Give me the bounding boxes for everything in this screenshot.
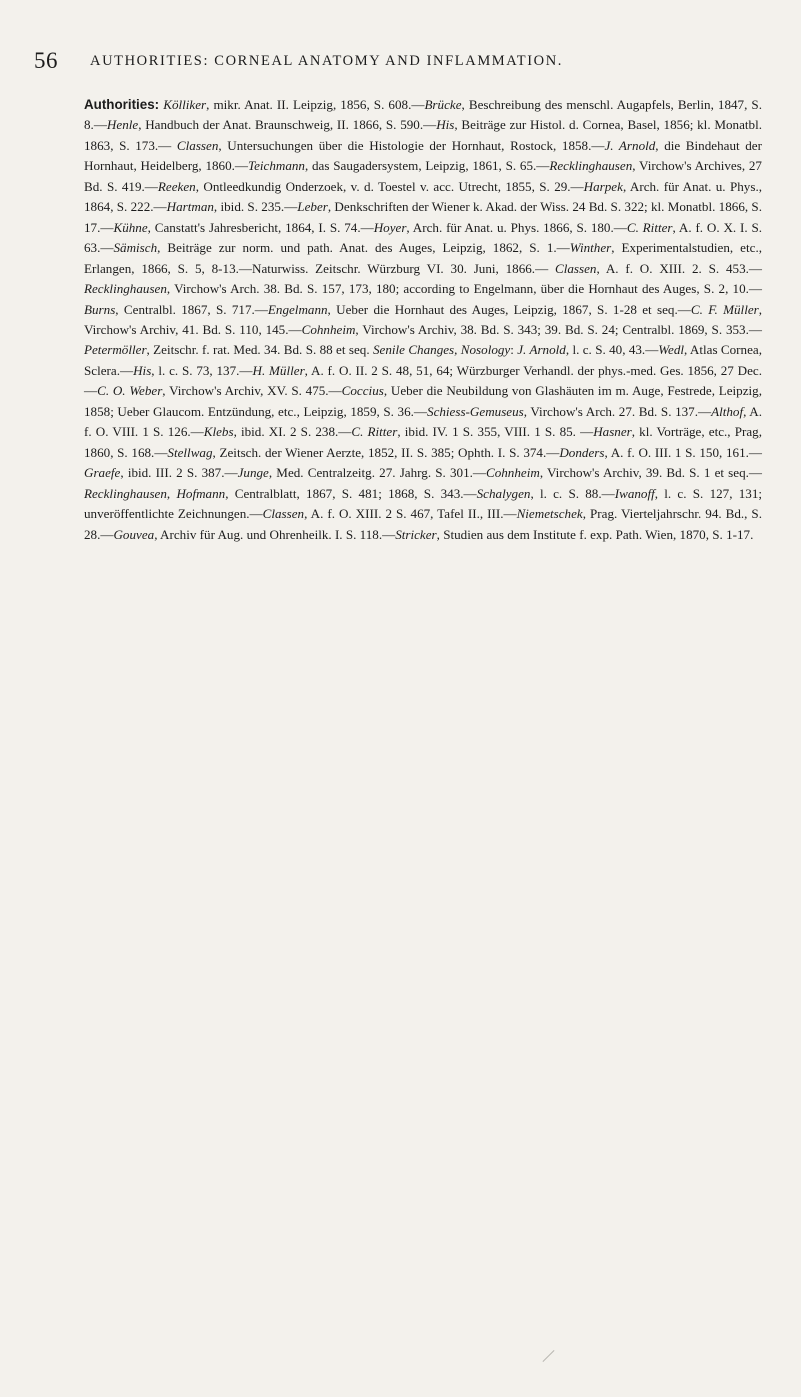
reference-citation: , Virchow's Arch. 27. Bd. S. 137.— — [523, 403, 712, 419]
reference-citation: , A. f. O. III. 1 S. 150, 161.— — [604, 444, 763, 460]
reference-author: Recklinghausen — [549, 158, 633, 174]
reference-author: C. O. Weber — [97, 383, 163, 399]
reference-author: Leber — [297, 199, 328, 215]
reference-author: Hasner — [593, 424, 632, 440]
reference-author: Junge — [237, 465, 269, 481]
reference-citation: , kl. Vorträge, etc., Prag, 1860, S. 168.— — [84, 424, 762, 460]
reference-citation: , das Saugadersystem, Leipzig, 1861, S. 65.— — [304, 158, 550, 174]
reference-citation: , die Bindehaut der Hornhaut, Heidelberg, 1860.— — [84, 137, 762, 174]
reference-citation: , Virchow's Archiv, 39. Bd. S. 1 et seq.— — [539, 465, 763, 481]
reference-list — [84, 97, 762, 542]
reference-citation: , A. f. O. VIII. 1 S. 126.— — [84, 403, 763, 440]
reference-citation: , Ueber die Hornhaut des Auges, Leipzig, 1867, S. 1-28 et seq.— — [327, 301, 691, 317]
reference-author: C. Ritter — [351, 424, 398, 440]
reference-citation: , Ontleedkundig Onderzoek, v. d. Toestel v. acc. Utrecht, 1855, S. 29.— — [195, 178, 584, 194]
reference-author: Teichmann — [248, 158, 305, 174]
reference-author: Harpek — [583, 178, 623, 194]
reference-citation: , Virchow's Archives, 27 Bd. S. 419.— — [84, 158, 762, 194]
reference-citation: , ibid. III. 2 S. 387.— — [120, 465, 238, 481]
reference-author: Schalygen — [476, 485, 531, 501]
reference-author: Classen — [176, 137, 219, 153]
reference-citation: , Archiv für Aug. und Ohrenheilk. I. S. 118.— — [154, 526, 396, 542]
reference-citation: , ibid. IV. 1 S. 355, VIII. 1 S. 85. — — [397, 424, 594, 440]
reference-citation: , Virchow's Arch. 38. Bd. S. 157, 173, 180; according to Engelmann, über die Hornhaut des Auges, S. 2, 10.— — [166, 281, 762, 297]
reference-citation: , Arch. für Anat. u. Phys. 1866, S. 180.— — [406, 219, 627, 235]
reference-citation: , Ueber die Neubildung von Glashäuten im m. Auge, Festrede, Leipzig, 1858; Ueber Glaucom. Entzündung, etc., Leipzig, 1859, S. 36.— — [84, 383, 762, 419]
reference-author: Wedl — [658, 342, 684, 358]
reference-citation: : — [510, 342, 518, 358]
reference-author: Donders — [559, 444, 605, 460]
reference-author: Recklinghausen — [84, 281, 167, 297]
page-number: 56 — [34, 48, 58, 73]
reference-citation: , A. f. O. XIII. 2. S. 453.— — [596, 260, 762, 276]
reference-citation: , Prag. Vierteljahrschr. 94. Bd., S. 28.— — [84, 506, 762, 542]
reference-citation: , Virchow's Archiv, 41. Bd. S. 110, 145.— — [84, 301, 763, 337]
reference-author: Cohnheim — [301, 321, 356, 337]
authorities-lead: Authorities: — [84, 97, 160, 112]
reference-citation: , Zeitschr. f. rat. Med. 34. Bd. S. 88 et seq. — [146, 342, 373, 358]
reference-author: Hartman — [166, 199, 214, 215]
reference-author: Kölliker — [163, 97, 207, 112]
reference-author: Cohnheim — [485, 465, 540, 481]
reference-author: Burns — [84, 301, 116, 317]
reference-author: Senile Changes, Nosology — [372, 342, 511, 358]
reference-author: Reeken — [157, 178, 196, 194]
reference-citation: , A. f. O. X. I. S. 63.— — [84, 219, 763, 256]
reference-citation: , Virchow's Archiv, XV. S. 475.— — [162, 383, 342, 399]
reference-citation: , Centralbl. 1867, S. 717.— — [115, 301, 268, 317]
reference-author: Recklinghausen — [84, 485, 167, 501]
reference-citation: , Canstatt's Jahresbericht, 1864, I. S. 74.— — [147, 219, 374, 235]
reference-citation: , Med. Centralzeitg. 27. Jahrg. S. 301.— — [268, 465, 486, 481]
reference-citation: , Untersuchungen über die Histologie der Hornhaut, Rostock, 1858.— — [218, 137, 605, 153]
reference-citation: , Beiträge zur Histol. d. Cornea, Basel, 1856; kl. Monatbl. 1863, S. 173.— — [84, 117, 762, 153]
reference-author: His — [133, 362, 152, 378]
reference-author: Graefe — [84, 465, 121, 481]
reference-citation: , l. c. S. 40, 43.— — [565, 342, 659, 358]
reference-author: Schiess-Gemuseus — [427, 403, 524, 419]
reference-citation: , A. f. O. XIII. 2 S. 467, Tafel II., III.— — [304, 506, 517, 522]
reference-author: Petermöller — [84, 342, 147, 358]
reference-author: H. Müller — [252, 362, 305, 378]
reference-citation: , Centralblatt, 1867, S. 481; 1868, S. 343.— — [225, 485, 477, 501]
reference-citation: , Atlas Cornea, Sclera.— — [84, 342, 762, 378]
reference-author: His — [436, 117, 455, 133]
reference-author: Kühne — [113, 219, 148, 235]
reference-author: Sämisch — [113, 240, 158, 256]
reference-author: C. Ritter — [626, 219, 673, 235]
reference-citation: , Arch. für Anat. u. Phys., 1864, S. 222.— — [84, 178, 762, 215]
reference-citation: , l. c. S. 73, 137.— — [151, 362, 253, 378]
reference-author: Klebs — [203, 424, 234, 440]
reference-author: Stricker — [395, 526, 437, 542]
running-head: AUTHORITIES: CORNEAL ANATOMY AND INFLAMMATION. — [90, 53, 564, 69]
reference-citation: , Beiträge zur norm. und path. Anat. des Auges, Leipzig, 1862, S. 1.— — [157, 240, 570, 256]
reference-author: Engelmann — [267, 301, 328, 317]
reference-author: Brücke — [424, 97, 462, 112]
reference-author: Henle — [106, 117, 139, 133]
reference-author: C. F. Müller — [690, 301, 759, 317]
reference-author: Coccius — [341, 383, 384, 399]
reference-author: Althof — [711, 403, 744, 419]
reference-citation: , A. f. O. II. 2 S. 48, 51, 64; Würzburger Verhandl. der phys.-med. Ges. 1856, 27 Dec.— — [84, 362, 762, 399]
authorities-paragraph — [84, 95, 762, 545]
reference-citation: , Virchow's Archiv, 38. Bd. S. 343; 39. Bd. S. 24; Centralbl. 1869, S. 353.— — [355, 321, 762, 337]
reference-citation: , l. c. S. 127, 131; unveröffentlichte Zeichnungen.— — [84, 485, 763, 522]
reference-citation: , l. c. S. 88.— — [530, 485, 615, 501]
reference-citation: , Zeitsch. der Wiener Aerzte, 1852, II. S. 385; Ophth. I. S. 374.— — [212, 444, 560, 460]
reference-author: Niemetschek — [516, 506, 583, 522]
reference-citation: , Beschreibung des menschl. Augapfels, Berlin, 1847, S. 8.— — [84, 97, 762, 133]
reference-author: Classen — [554, 260, 597, 276]
reference-citation: , Studien aus dem Institute f. exp. Path. Wien, 1870, S. 1-17. — [436, 526, 754, 542]
reference-author: Iwanoff — [614, 485, 655, 501]
reference-citation: , mikr. Anat. II. Leipzig, 1856, S. 608.— — [206, 97, 425, 112]
reference-citation: , Denkschriften der Wiener k. Akad. der Wiss. 24 Bd. S. 322; kl. Monatbl. 1866, S. 17.— — [84, 199, 762, 235]
reference-citation: , — [166, 485, 177, 501]
reference-author: Classen — [262, 506, 305, 522]
pencil-mark-icon — [542, 1350, 554, 1362]
reference-author: J. Arnold — [604, 137, 656, 153]
reference-citation: , Handbuch der Anat. Braunschweig, II. 1866, S. 590.— — [138, 117, 437, 133]
reference-citation: , ibid. S. 235.— — [213, 199, 298, 215]
reference-author: Gouvea — [113, 526, 155, 542]
reference-author: J. Arnold — [517, 342, 566, 358]
reference-author: Hofmann — [176, 485, 226, 501]
reference-author: Stellwag — [167, 444, 213, 460]
reference-author: Hoyer — [373, 219, 407, 235]
reference-citation: , ibid. XI. 2 S. 238.— — [233, 424, 352, 440]
reference-author: Winther — [569, 240, 612, 256]
reference-citation: , Experimentalstudien, etc., Erlangen, 1866, S. 5, 8-13.—Naturwiss. Zeitschr. Würzburg VI. 30. Juni, 1866.— — [84, 240, 762, 276]
